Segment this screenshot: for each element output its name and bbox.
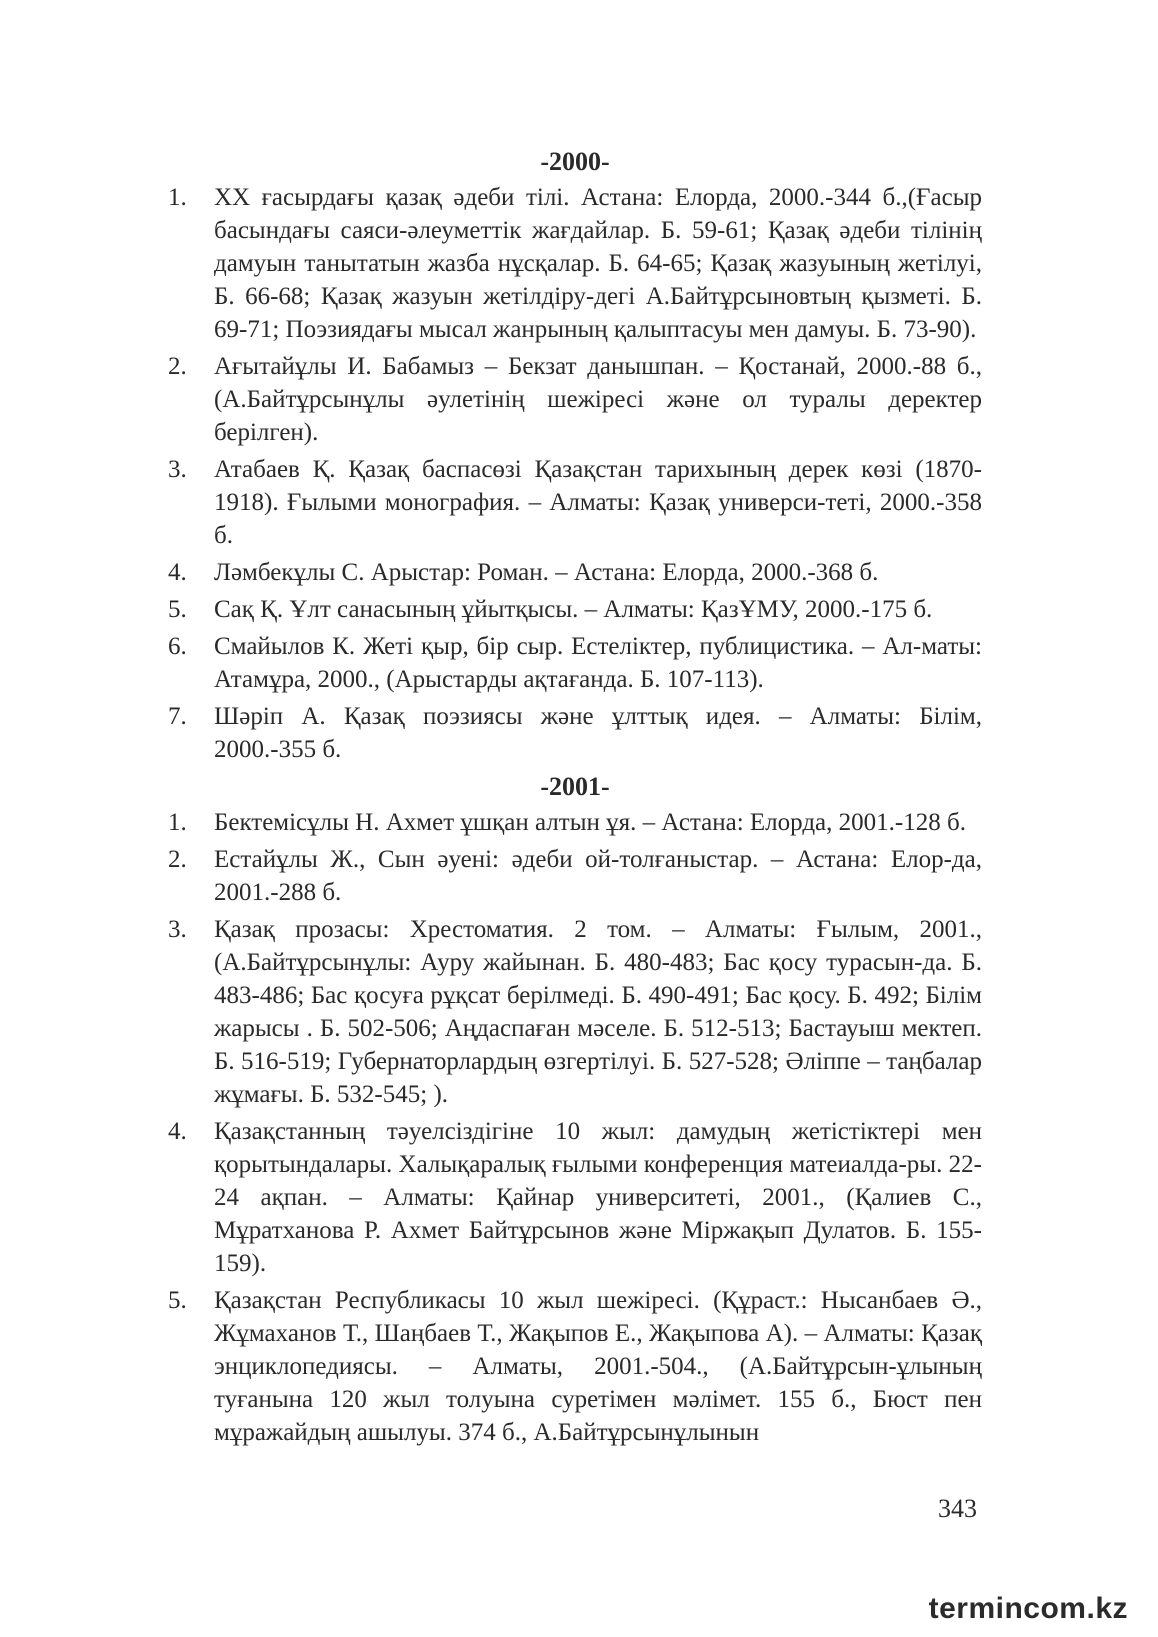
item-text: Қазақстан Республикасы 10 жыл шежіресі. (Құраст.: Нысанбаев Ә., Жұмаханов Т., Шаңбаев Т., Жақыпов Е., Жақыпова А). – Алматы: Қазақ энциклопедиясы. – Алматы, 2001.-504., (А.Байтұрсын-ұлының туғанына 120 жыл толуына суретімен мәлімет. 155 б., Бюст пен мұражайдың ашылуы. 374 б., А.Байтұрсынұлынын bbox=[214, 1287, 982, 1446]
item-text: Смайылов К. Жеті қыр, бір сыр. Естеліктер, публицистика. – Ал-маты: Атамұра, 2000., (Арыстарды ақтағанда. Б. 107-113). bbox=[214, 633, 982, 693]
list-item bbox=[168, 593, 982, 626]
item-number: 7. bbox=[168, 703, 187, 730]
list-item bbox=[168, 1115, 982, 1280]
item-text: XX ғасырдағы қазақ әдеби тілі. Астана: Елорда, 2000.-344 б.,(Ғасыр басындағы саяси-әлеуметтік жағдайлар. Б. 59-61; Қазақ әдеби тілінің дамуын танытатын жазба нұсқалар. Б. 64-65; Қазақ жазуының жетілуі, Б. 66-68; Қазақ жазуын жетілдіру-дегі А.Байтұрсыновтың қызметі. Б. 69-71; Поэзиядағы мысал жанрының қалыптасуы мен дамуы. Б. 73-90). bbox=[214, 184, 982, 343]
list-item bbox=[168, 453, 982, 552]
list-item bbox=[168, 1284, 982, 1449]
section-2001 bbox=[168, 770, 982, 1449]
item-text: Ләмбекұлы С. Арыстар: Роман. – Астана: Елорда, 2000.-368 б. bbox=[214, 559, 879, 586]
section-2000 bbox=[168, 145, 982, 766]
item-text: Бектемісұлы Н. Ахмет ұшқан алтын ұя. – Астана: Елорда, 2001.-128 б. bbox=[214, 809, 966, 836]
item-text: Сақ Қ. Ұлт санасының ұйытқысы. – Алматы: ҚазҰМУ, 2000.-175 б. bbox=[214, 596, 933, 623]
item-text: Шәріп А. Қазақ поэзиясы және ұлттық идея. – Алматы: Білім, 2000.-355 б. bbox=[214, 703, 982, 763]
item-number: 4. bbox=[168, 559, 187, 586]
watermark-logo: termincom.kz bbox=[928, 1592, 1128, 1625]
section-year-heading: -2000- bbox=[540, 147, 610, 176]
section-year-heading: -2001- bbox=[540, 772, 610, 801]
item-text: Қазақстанның тәуелсіздігіне 10 жыл: дамудың жетістіктері мен қорытындалары. Халықаралық ғылыми конференция матеиалда-ры. 22-24 ақпан. – Алматы: Қайнар университеті, 2001., (Қалиев С., Мұратханова Р. Ахмет Байтұрсынов және Міржақып Дулатов. Б. 155-159). bbox=[214, 1118, 982, 1277]
item-number: 3. bbox=[168, 916, 187, 943]
item-number: 5. bbox=[168, 596, 187, 623]
list-item bbox=[168, 350, 982, 449]
list-item bbox=[168, 913, 982, 1111]
list-item bbox=[168, 700, 982, 766]
item-number: 4. bbox=[168, 1118, 187, 1145]
document-page bbox=[168, 145, 982, 1453]
list-item bbox=[168, 630, 982, 696]
list-item bbox=[168, 806, 982, 839]
item-text: Қазақ прозасы: Хрестоматия. 2 том. – Алматы: Ғылым, 2001., (А.Байтұрсынұлы: Ауру жайынан. Б. 480-483; Бас қосу турасын-да. Б. 483-486; Бас қосуға рұқсат берілмеді. Б. 490-491; Бас қосу. Б. 492; Білім жарысы . Б. 502-506; Аңдаспаған мәселе. Б. 512-513; Бастауыш мектеп. Б. 516-519; Губернаторлардың өзгертілуі. Б. 527-528; Әліппе – таңбалар жұмағы. Б. 532-545; ). bbox=[214, 916, 982, 1108]
page-number: 343 bbox=[938, 1494, 977, 1523]
item-number: 2. bbox=[168, 846, 187, 873]
list-item bbox=[168, 181, 982, 346]
item-number: 1. bbox=[168, 184, 187, 211]
list-item bbox=[168, 843, 982, 909]
item-number: 5. bbox=[168, 1287, 187, 1314]
list-item bbox=[168, 556, 982, 589]
item-number: 2. bbox=[168, 353, 187, 380]
item-number: 3. bbox=[168, 456, 187, 483]
item-text: Естайұлы Ж., Сын әуені: әдеби ой-толғаныстар. – Астана: Елор-да, 2001.-288 б. bbox=[214, 846, 982, 906]
item-number: 6. bbox=[168, 633, 187, 660]
item-text: Атабаев Қ. Қазақ баспасөзі Қазақстан тарихының дерек көзі (1870-1918). Ғылыми монография. – Алматы: Қазақ универси-теті, 2000.-358 б. bbox=[214, 456, 982, 549]
item-number: 1. bbox=[168, 809, 187, 836]
item-text: Ағытайұлы И. Бабамыз – Бекзат данышпан. – Қостанай, 2000.-88 б., (А.Байтұрсынұлы әулетінің шежіресі және ол туралы деректер берілген). bbox=[214, 353, 982, 446]
